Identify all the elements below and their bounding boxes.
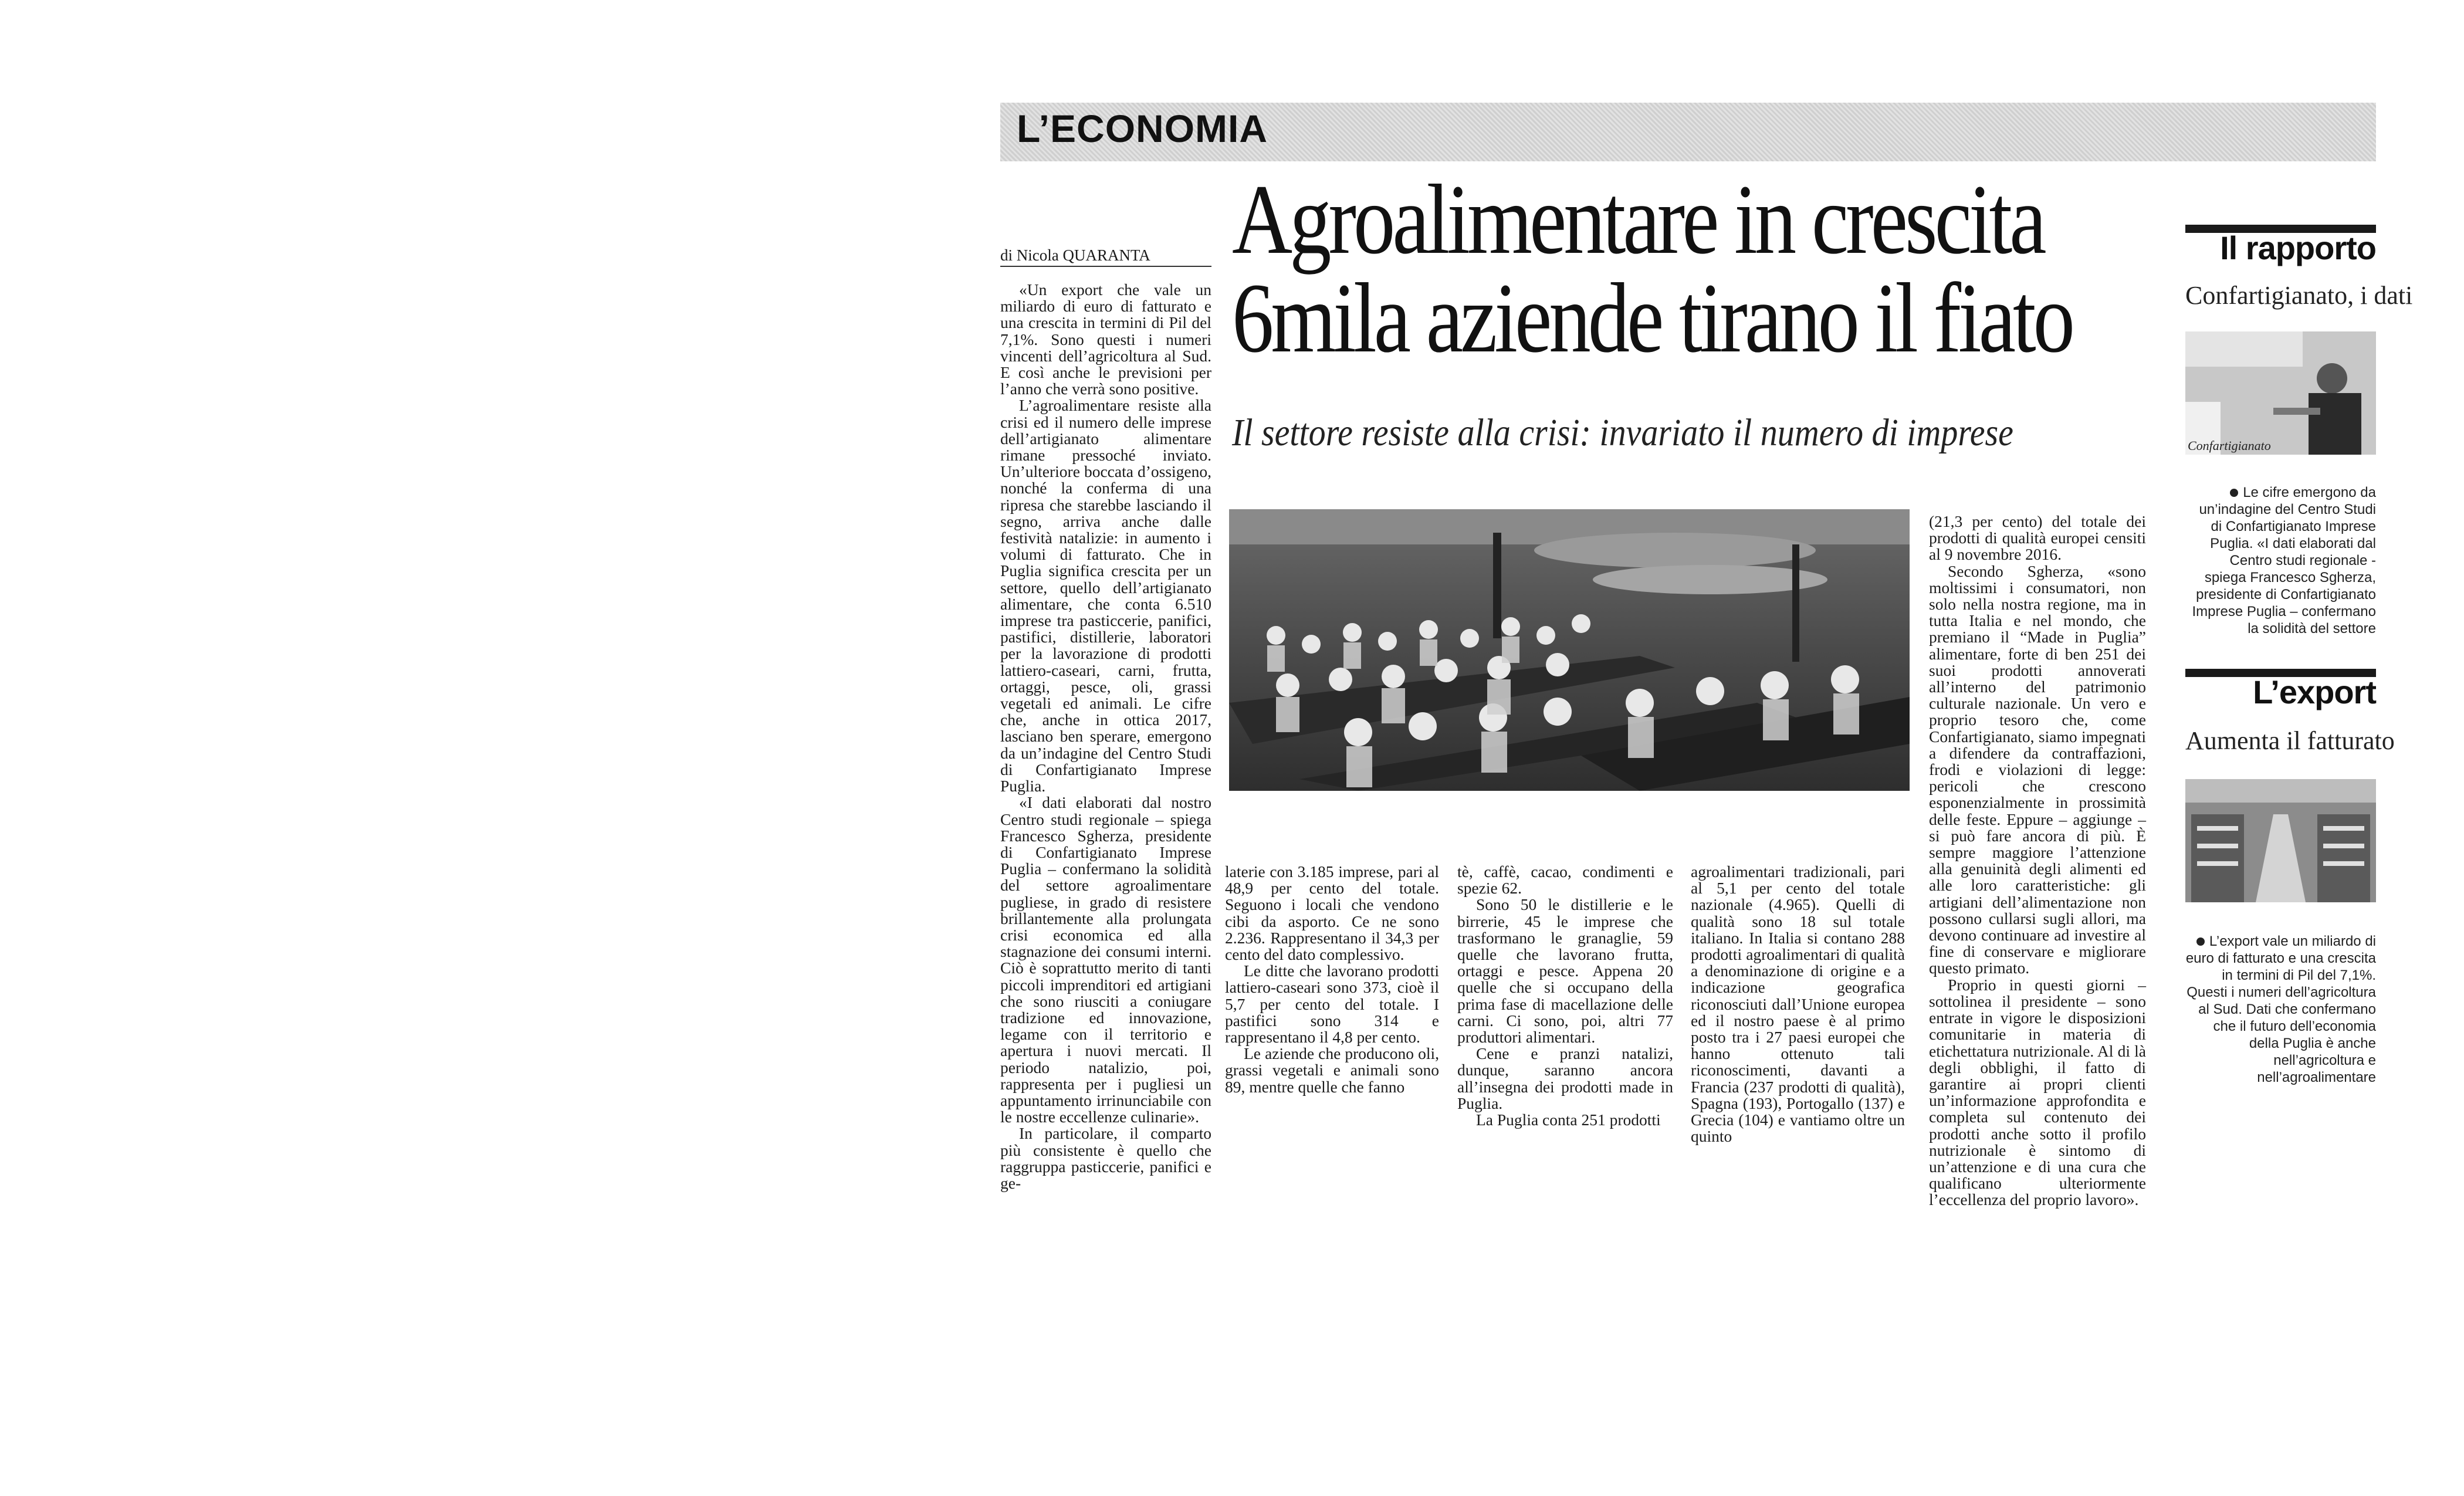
paragraph: Le aziende che producono oli, grassi vegetali e animali sono 89, mentre quelle che fanno	[1225, 1044, 1439, 1096]
article-column-4	[1691, 864, 1905, 1145]
sidebar-title-export: Aumenta il fatturato	[2185, 726, 2395, 755]
headline-line-2: 6mila aziende tirano il fiato	[1232, 263, 2072, 373]
paragraph: L’agroalimentare resiste alla crisi ed il numero delle imprese dell’artigianato alimentare rimane pressoché inviato. Un’ulteriore boccata d’ossigeno, nonché la conferma di una ripresa che starebbe lasciando il segno, arriva anche dalle festività natalizie: in aumento i volumi di fatturato. Che in Puglia significa crescita per un settore, quello dell’artigianato alimentare, che conta 6.510 imprese tra pasticcerie, panifici, pastifici, distillerie, laboratori per la lavorazione di prodotti lattiero-caseari, carni, frutta, ortaggi, pesce, oli, grassi vegetali ed animali. Le cifre che, anche in ottica 2017, lasciano ben sperare, emergono da un’indagine del Centro Studi di Confartigianato Imprese Puglia.	[1000, 396, 1211, 796]
section-label: L’ECONOMIA	[1017, 107, 1268, 150]
article-column-5	[1929, 513, 2146, 1209]
paragraph: Cene e pranzi natalizi, dunque, saranno ancora all’insegna dei prodotti made in Puglia.	[1457, 1044, 1673, 1112]
paragraph: «I dati elaborati dal nostro Centro studi regionale – spiega Francesco Sgherza, presidente di Confartigianato Imprese Puglia – confermano la solidità del settore agroalimentare pugliese, in grado di resistere brillantemente alla prolungata crisi economica ed alla stagnazione dei consumi interni. Ciò è soprattutto merito di tanti piccoli imprenditori ed artigiani che sono riusciti a coniugare tradizione ed innovazione, legame con il territorio e apertura i nuovi mercati. Il periodo natalizio, poi, rappresenta per i pugliesi un appuntamento irrinunciabile con le nostre eccellenze culinarie».	[1000, 793, 1211, 1126]
paragraph: Secondo Sgherza, «sono moltissimi i consumatori, non solo nella nostra regione, ma in tutta Italia e nel mondo, che premiano il “Made in Puglia” alimentare, forte di ben 251 dei suoi prodotti annoverati all’interno del patrimonio culturale nazionale. Un vero e proprio tesoro che, come Confartigianato, siamo impegnati a difendere da contraffazioni, frodi e violazioni di legge: pericoli che crescono esponenzialmente in prossimità delle feste. Eppure – aggiunge – si può fare ancora di più. È sempre maggiore l’attenzione alla genuinità degli alimenti ed alle loro caratteristiche: gli artigiani dell’alimentazione non possono cullarsi sugli allori, ma devono continuare ad investire al fine di conservare e migliorare questo primato.	[1929, 561, 2146, 977]
paragraph: agroalimentari tradizionali, pari al 5,1 per cento del totale nazionale (4.965). Quelli di qualità sono 18 sul totale italiano. In Italia si contano 288 prodotti agroalimentari di qualità a denominazione di origine e a indicazione geografica riconosciuti dall’Unione europea ed il nostro paese è al primo posto tra i 27 paesi europei che hanno ottenuto tali riconoscimenti, davanti a Francia (237 prodotti di qualità), Spagna (193), Portogallo (137) e Grecia (104) e vantiamo oltre un quinto	[1691, 862, 1905, 1146]
paragraph: laterie con 3.185 imprese, pari al 48,9 per cento del totale. Seguono i locali che vendono cibi da asporto. Ce ne sono 2.236. Rappresentano il 34,3 per cento del dato complessivo.	[1225, 862, 1439, 964]
section-banner	[1000, 103, 2376, 161]
sidebar-photo-market	[2185, 779, 2376, 902]
sidebar-photo-conference	[2185, 331, 2376, 455]
sidebar-photo-text: Confartigianato	[2188, 438, 2271, 453]
subheadline: Il settore resiste alla crisi: invariato il numero di imprese	[1232, 411, 2013, 454]
sidebar-kicker-rapporto: Il rapporto	[2220, 229, 2376, 266]
paragraph: In particolare, il comparto più consistente è quello che raggruppa pasticcerie, panifici e ge-	[1000, 1124, 1211, 1192]
bullet-icon	[2230, 489, 2238, 497]
article-photo	[1229, 509, 1910, 791]
paragraph: Le ditte che lavorano prodotti lattiero-caseari sono 373, cioè il 5,7 per cento del totale. I pastifici sono 314 e rappresentano il 4,8 per cento.	[1225, 962, 1439, 1047]
paragraph: La Puglia conta 251 prodotti	[1476, 1111, 1661, 1129]
headline-line-1: Agroalimentare in crescita	[1232, 164, 2044, 275]
article-column-1	[1000, 282, 1211, 1192]
paragraph: «Un export che vale un miliardo di euro di fatturato e una crescita in termini di Pil del 7,1%. Sono questi i numeri vincenti dell’agricoltura al Sud. E così anche le previsioni per l’anno che verrà sono positive.	[1000, 280, 1211, 398]
bullet-icon	[2196, 937, 2205, 946]
paragraph: (21,3 per cento) del totale dei prodotti di qualità europei censiti al 9 novembre 2016.	[1929, 512, 2146, 564]
article-column-3	[1457, 864, 1673, 1128]
sidebar-kicker-export: L’export	[2253, 673, 2376, 710]
sidebar-caption-rapporto: Le cifre emergono da un’indagine del Centro Studi di Confartigianato Imprese Puglia. «I dati elaborati dal Centro studi regionale - spiega Francesco Sgherza, presidente di Confartigianato Imprese Puglia – confermano la solidità del settore	[2192, 485, 2376, 637]
headline	[1232, 164, 2072, 373]
article-column-2	[1225, 864, 1439, 1095]
paragraph: Proprio in questi giorni – sottolinea il presidente – sono entrate in vigore le disposizioni comunitarie in materia di etichettatura nutrizionale. Al di là degli obblighi, il fatto di garantire ai propri clienti un’informazione approfondita e completa sul contenuto dei prodotti anche sotto il profilo nutrizionale è sintomo di un’attenzione e di una cura che qualificano ulteriormente l’eccellenza del proprio lavoro».	[1929, 975, 2146, 1209]
sidebar-caption-export: L’export vale un miliardo di euro di fatturato e una crescita in termini di Pil del 7,1%. Questi i numeri dell’agricoltura al Sud. Dati che confermano che il futuro dell’economia della Puglia è anche nell’agricoltura e nell’agroalimentare	[2185, 933, 2376, 1085]
sidebar-title-rapporto: Confartigianato, i dati	[2185, 281, 2413, 310]
factory-workers-photo	[1229, 509, 1910, 791]
paragraph: Sono 50 le distillerie e le birrerie, 45 le imprese che trasformano le granaglie, 59 quelle che lavorano frutta, ortaggi e pesce. Appena 20 quelle che si occupano della prima fase di macellazione delle carni. Ci sono, poi, altri 77 produttori alimentari.	[1457, 895, 1673, 1047]
paragraph: tè, caffè, cacao, condimenti e spezie 62.	[1457, 862, 1673, 898]
byline: di Nicola QUARANTA	[1000, 246, 1211, 267]
